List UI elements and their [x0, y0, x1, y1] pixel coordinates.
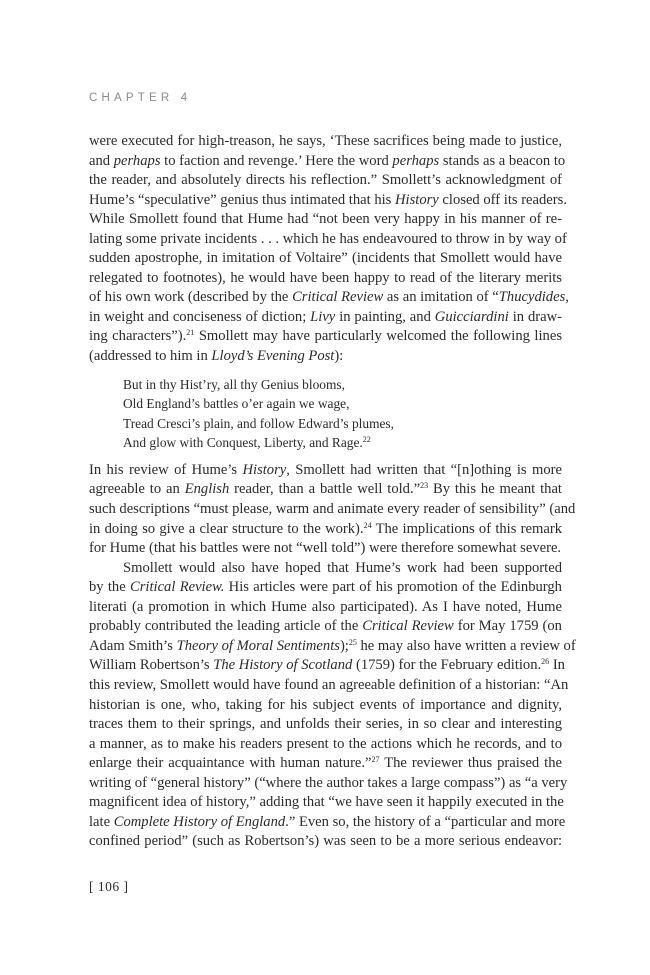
footnote-ref: 26: [541, 657, 550, 667]
text-line: Adam Smith’s Theory of Moral Sentiments);$^{25}$ he may also have written a review of: [89, 637, 576, 654]
paragraph-1: [89, 132, 569, 367]
footnote-ref: 23: [420, 481, 429, 491]
text-line: of his own work (described by the Critical Review as an imitation of “Thucydides,: [89, 289, 569, 306]
text-line: confined period” (such as Robertson’s) was seen to be a more serious endeavor:: [89, 833, 562, 850]
text-line: Smollett would also have hoped that Hume’s work had been supported: [123, 559, 562, 576]
text-line: enlarge their acquaintance with human nature.”$^{27}$ The reviewer thus praised the: [89, 755, 562, 772]
text-line: In his review of Hume’s History, Smollett had written that “[n]othing is more: [89, 461, 562, 478]
verse-line: But in thy Hist’ry, all thy Genius blooms,: [123, 376, 345, 392]
text-line: magnificent idea of history,” adding that “we have seen it happily executed in the: [89, 794, 564, 811]
text-line: probably contributed the leading article of the Critical Review for May 1759 (on: [89, 618, 562, 635]
text-line: relegated to footnotes), he would have been happy to read of the literary merits: [89, 269, 562, 286]
text-line: historian is one, who, taking for his subject events of importance and dignity,: [89, 696, 562, 713]
text-line: this review, Smollett would have found an agreeable definition of a historian: “An: [89, 676, 569, 693]
body-text: [89, 132, 576, 852]
footnote-ref: 22: [362, 435, 371, 445]
text-line: were executed for high-treason, he says, ‘These sacrifices being made to justice,: [89, 133, 562, 149]
paragraph-3: [89, 559, 576, 852]
text-line: such descriptions “must please, warm and animate every reader of sensibility” (and: [89, 501, 576, 518]
text-line: agreeable to an English reader, than a battle well told.”$^{23}$ By this he meant that: [89, 481, 562, 498]
text-line: lating some private incidents . . . which he has endeavoured to throw in by way of: [89, 230, 567, 247]
text-line: literati (a promotion in which Hume also participated). As I have noted, Hume: [89, 598, 562, 615]
verse-line: Tread Cresci’s plain, and follow Edward’s plumes,: [123, 415, 394, 431]
text-line: traces them to their springs, and unfolds their series, in so clear and interesting: [89, 716, 562, 733]
footnote-ref: 25: [348, 637, 357, 647]
verse-line: And glow with Conquest, Liberty, and Rage.$^{22}$: [123, 435, 371, 451]
text-line: (addressed to him in Lloyd’s Evening Post):: [89, 348, 344, 365]
footnote-ref: 21: [186, 328, 195, 338]
text-line: William Robertson’s The History of Scotland (1759) for the February edition.$^{26}$ In: [89, 657, 565, 674]
text-line: While Smollett found that Hume had “not been very happy in his manner of re-: [89, 211, 562, 228]
text-line: the reader, and absolutely directs his reflection.” Smollett’s acknowledgment of: [89, 172, 562, 189]
text-line: Hume’s “speculative” genius thus intimated that his History closed off its readers.: [89, 191, 567, 208]
verse-line: Old England’s battles o’er again we wage,: [123, 396, 350, 412]
text-line: sudden apostrophe, in imitation of Voltaire” (incidents that Smollett would have: [89, 250, 562, 267]
text-line: by the Critical Review. His articles were part of his promotion of the Edinburgh: [89, 579, 562, 596]
text-line: in doing so give a clear structure to the work).$^{24}$ The implications of this remark: [89, 520, 563, 537]
text-line: in weight and conciseness of diction; Livy in painting, and Guicciardini in draw-: [89, 308, 563, 325]
running-head: CHAPTER 4: [89, 92, 192, 104]
page-number: [ 106 ]: [89, 879, 129, 894]
footnote-ref: 27: [371, 755, 380, 765]
text-line: late Complete History of England.” Even so, the history of a “particular and more: [89, 813, 566, 830]
text-line: writing of “general history” (“where the author takes a large compass”) as “a very: [89, 774, 568, 791]
footnote-ref: 24: [363, 520, 372, 530]
verse-quotation: [123, 375, 562, 453]
text-line: ing characters”).$^{21}$ Smollett may have particularly welcomed the following lines: [89, 328, 562, 345]
text-line: a manner, as to make his readers present to the actions which he records, and to: [89, 735, 562, 752]
text-line: for Hume (that his battles were not “well told”) were therefore somewhat severe.: [89, 540, 562, 557]
text-line: and perhaps to faction and revenge.’ Here the word perhaps stands as a beacon to: [89, 152, 566, 169]
paragraph-2: [89, 461, 576, 559]
